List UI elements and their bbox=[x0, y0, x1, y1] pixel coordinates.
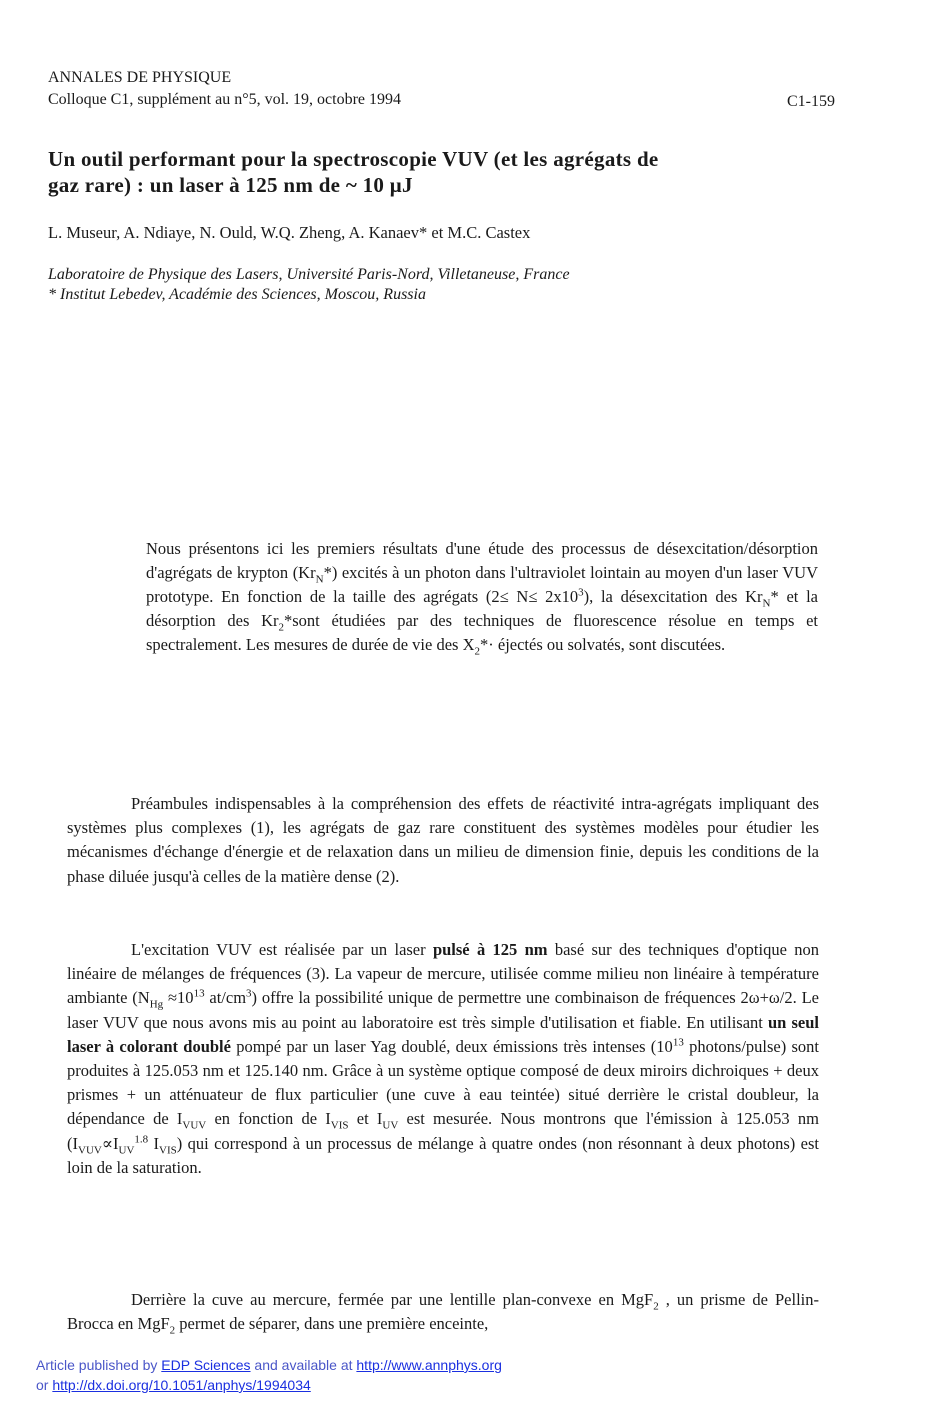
subscript: VUV bbox=[78, 1143, 102, 1156]
abstract-text: *sont étudiées par des techniques de fluorescence résolue en temps et spectralement. Les mesures de durée de vie des X bbox=[146, 611, 818, 654]
body-text: photons/pulse) sont produites à 125.053 nm et 125.140 nm. Grâce à un système optique composé de deux miroirs dichroiques + deux prismes + un atténuateur de flux particulier (une cuve à eau teintée) situé derrière le cristal doubleur, la dépendance de I bbox=[67, 1036, 819, 1129]
paragraph-3 bbox=[67, 1288, 819, 1336]
affiliation-2: * Institut Lebedev, Académie des Sciences, Moscou, Russia bbox=[48, 286, 426, 303]
subscript: N bbox=[762, 597, 771, 610]
affiliation-1: Laboratoire de Physique des Lasers, Université Paris-Nord, Villetaneuse, France bbox=[48, 266, 570, 283]
subscript: VIS bbox=[330, 1119, 349, 1132]
subscript: UV bbox=[118, 1143, 135, 1156]
title-line-1: Un outil performant pour la spectroscopie VUV (et les agrégats de bbox=[48, 147, 659, 171]
subscript: 2 bbox=[169, 1324, 176, 1337]
footer-line-2 bbox=[36, 1375, 502, 1395]
subscript: N bbox=[315, 573, 324, 586]
body-text: at/cm bbox=[204, 988, 247, 1008]
abstract-text: * et la désorption des Kr bbox=[146, 587, 818, 630]
page-number: C1-159 bbox=[787, 93, 835, 110]
body-text: en fonction de I bbox=[206, 1109, 331, 1129]
footer-text: or bbox=[36, 1377, 53, 1393]
paper-title bbox=[48, 146, 838, 198]
superscript: 13 bbox=[672, 1036, 684, 1049]
colloque-line: Colloque C1, supplément au n°5, vol. 19, octobre 1994 bbox=[48, 91, 402, 108]
subscript: 2 bbox=[278, 621, 284, 634]
paragraph-1: Préambules indispensables à la compréhension des effets de réactivité intra-agrégats impliquant des systèmes plus complexes (1), les agrégats de gaz rare constituent des systèmes modèles pour étudier les mécanismes d'échange d'énergie et de relaxation dans un milieu de dimension finie, depuis les conditions de la phase diluée jusqu'à celles de la matière dense (2). bbox=[67, 794, 819, 886]
body-text: ) offre la possibilité unique de permettre une combinaison de fréquences 2ω+ω/2. Le laser VUV que nous avons mis au point au laboratoire est très simple d'utilisation et fiable. En utilisant bbox=[67, 988, 819, 1032]
superscript: 3 bbox=[246, 987, 252, 1000]
body-text: I bbox=[148, 1133, 160, 1153]
footer-line-1 bbox=[36, 1355, 502, 1375]
abstract-text: Nous présentons ici les premiers résultats d'une étude des processus de désexcitation/désorption d'agrégats de krypton (Kr bbox=[146, 539, 818, 582]
body-text: Derrière la cuve au mercure, fermée par une lentille plan-convexe en MgF bbox=[131, 1290, 654, 1309]
subscript: 2 bbox=[653, 1300, 659, 1313]
abstract bbox=[146, 537, 818, 657]
superscript: 1.8 bbox=[134, 1133, 149, 1146]
superscript: 13 bbox=[193, 987, 205, 1000]
subscript: VIS bbox=[159, 1143, 177, 1156]
subscript: Hg bbox=[149, 998, 164, 1011]
abstract-text: *) excités à un photon dans l'ultraviolet lointain au moyen d'un laser VUV prototype. En fonction de la taille des agrégats (2≤ N≤ 2x10 bbox=[146, 563, 818, 606]
footer-text: Article published by bbox=[36, 1357, 162, 1373]
body-text: ) qui correspond à un processus de mélange à quatre ondes (non résonnant à deux photons) est loin de la saturation. bbox=[67, 1133, 819, 1177]
body-text: , un prisme de Pellin-Brocca en MgF bbox=[67, 1290, 819, 1334]
body-text: permet de séparer, dans une première enceinte, bbox=[175, 1314, 489, 1334]
site-link[interactable]: http://www.annphys.org bbox=[356, 1357, 502, 1373]
publisher-link[interactable]: EDP Sciences bbox=[161, 1357, 251, 1373]
body-text: et I bbox=[348, 1109, 383, 1129]
bold-text: pulsé à 125 nm bbox=[432, 940, 548, 959]
abstract-text: *· éjectés ou solvatés, sont discutées. bbox=[480, 635, 726, 654]
body-text: est mesurée. Nous montrons que l'émission à 125.053 nm (I bbox=[67, 1109, 819, 1153]
paragraph-2 bbox=[67, 938, 819, 1180]
doi-link[interactable]: http://dx.doi.org/10.1051/anphys/1994034 bbox=[52, 1377, 311, 1393]
authors: L. Museur, A. Ndiaye, N. Ould, W.Q. Zheng, A. Kanaev* et M.C. Castex bbox=[48, 223, 531, 242]
superscript: 3 bbox=[578, 586, 584, 599]
body-text: basé sur des techniques d'optique non linéaire de mélanges de fréquences (3). La vapeur de mercure, utilisée comme milieu non linéaire à température ambiante (N bbox=[67, 940, 819, 1008]
journal-name: ANNALES DE PHYSIQUE bbox=[48, 69, 232, 86]
body-text: L'excitation VUV est réalisée par un laser bbox=[131, 940, 433, 959]
publication-footer bbox=[36, 1355, 502, 1395]
subscript: 2 bbox=[474, 645, 480, 658]
bold-text: un seul laser à colorant doublé bbox=[67, 1012, 819, 1056]
subscript: VUV bbox=[182, 1119, 207, 1132]
abstract-text: ), la désexcitation des Kr bbox=[583, 587, 763, 606]
body-text: ∝I bbox=[101, 1133, 119, 1153]
footer-text: and available at bbox=[250, 1357, 357, 1373]
body-text: ≈10 bbox=[163, 988, 194, 1008]
body-text: pompé par un laser Yag doublé, deux émissions très intenses (10 bbox=[230, 1036, 673, 1056]
title-line-2: gaz rare) : un laser à 125 nm de ~ 10 μJ bbox=[48, 173, 413, 197]
subscript: UV bbox=[382, 1119, 399, 1132]
